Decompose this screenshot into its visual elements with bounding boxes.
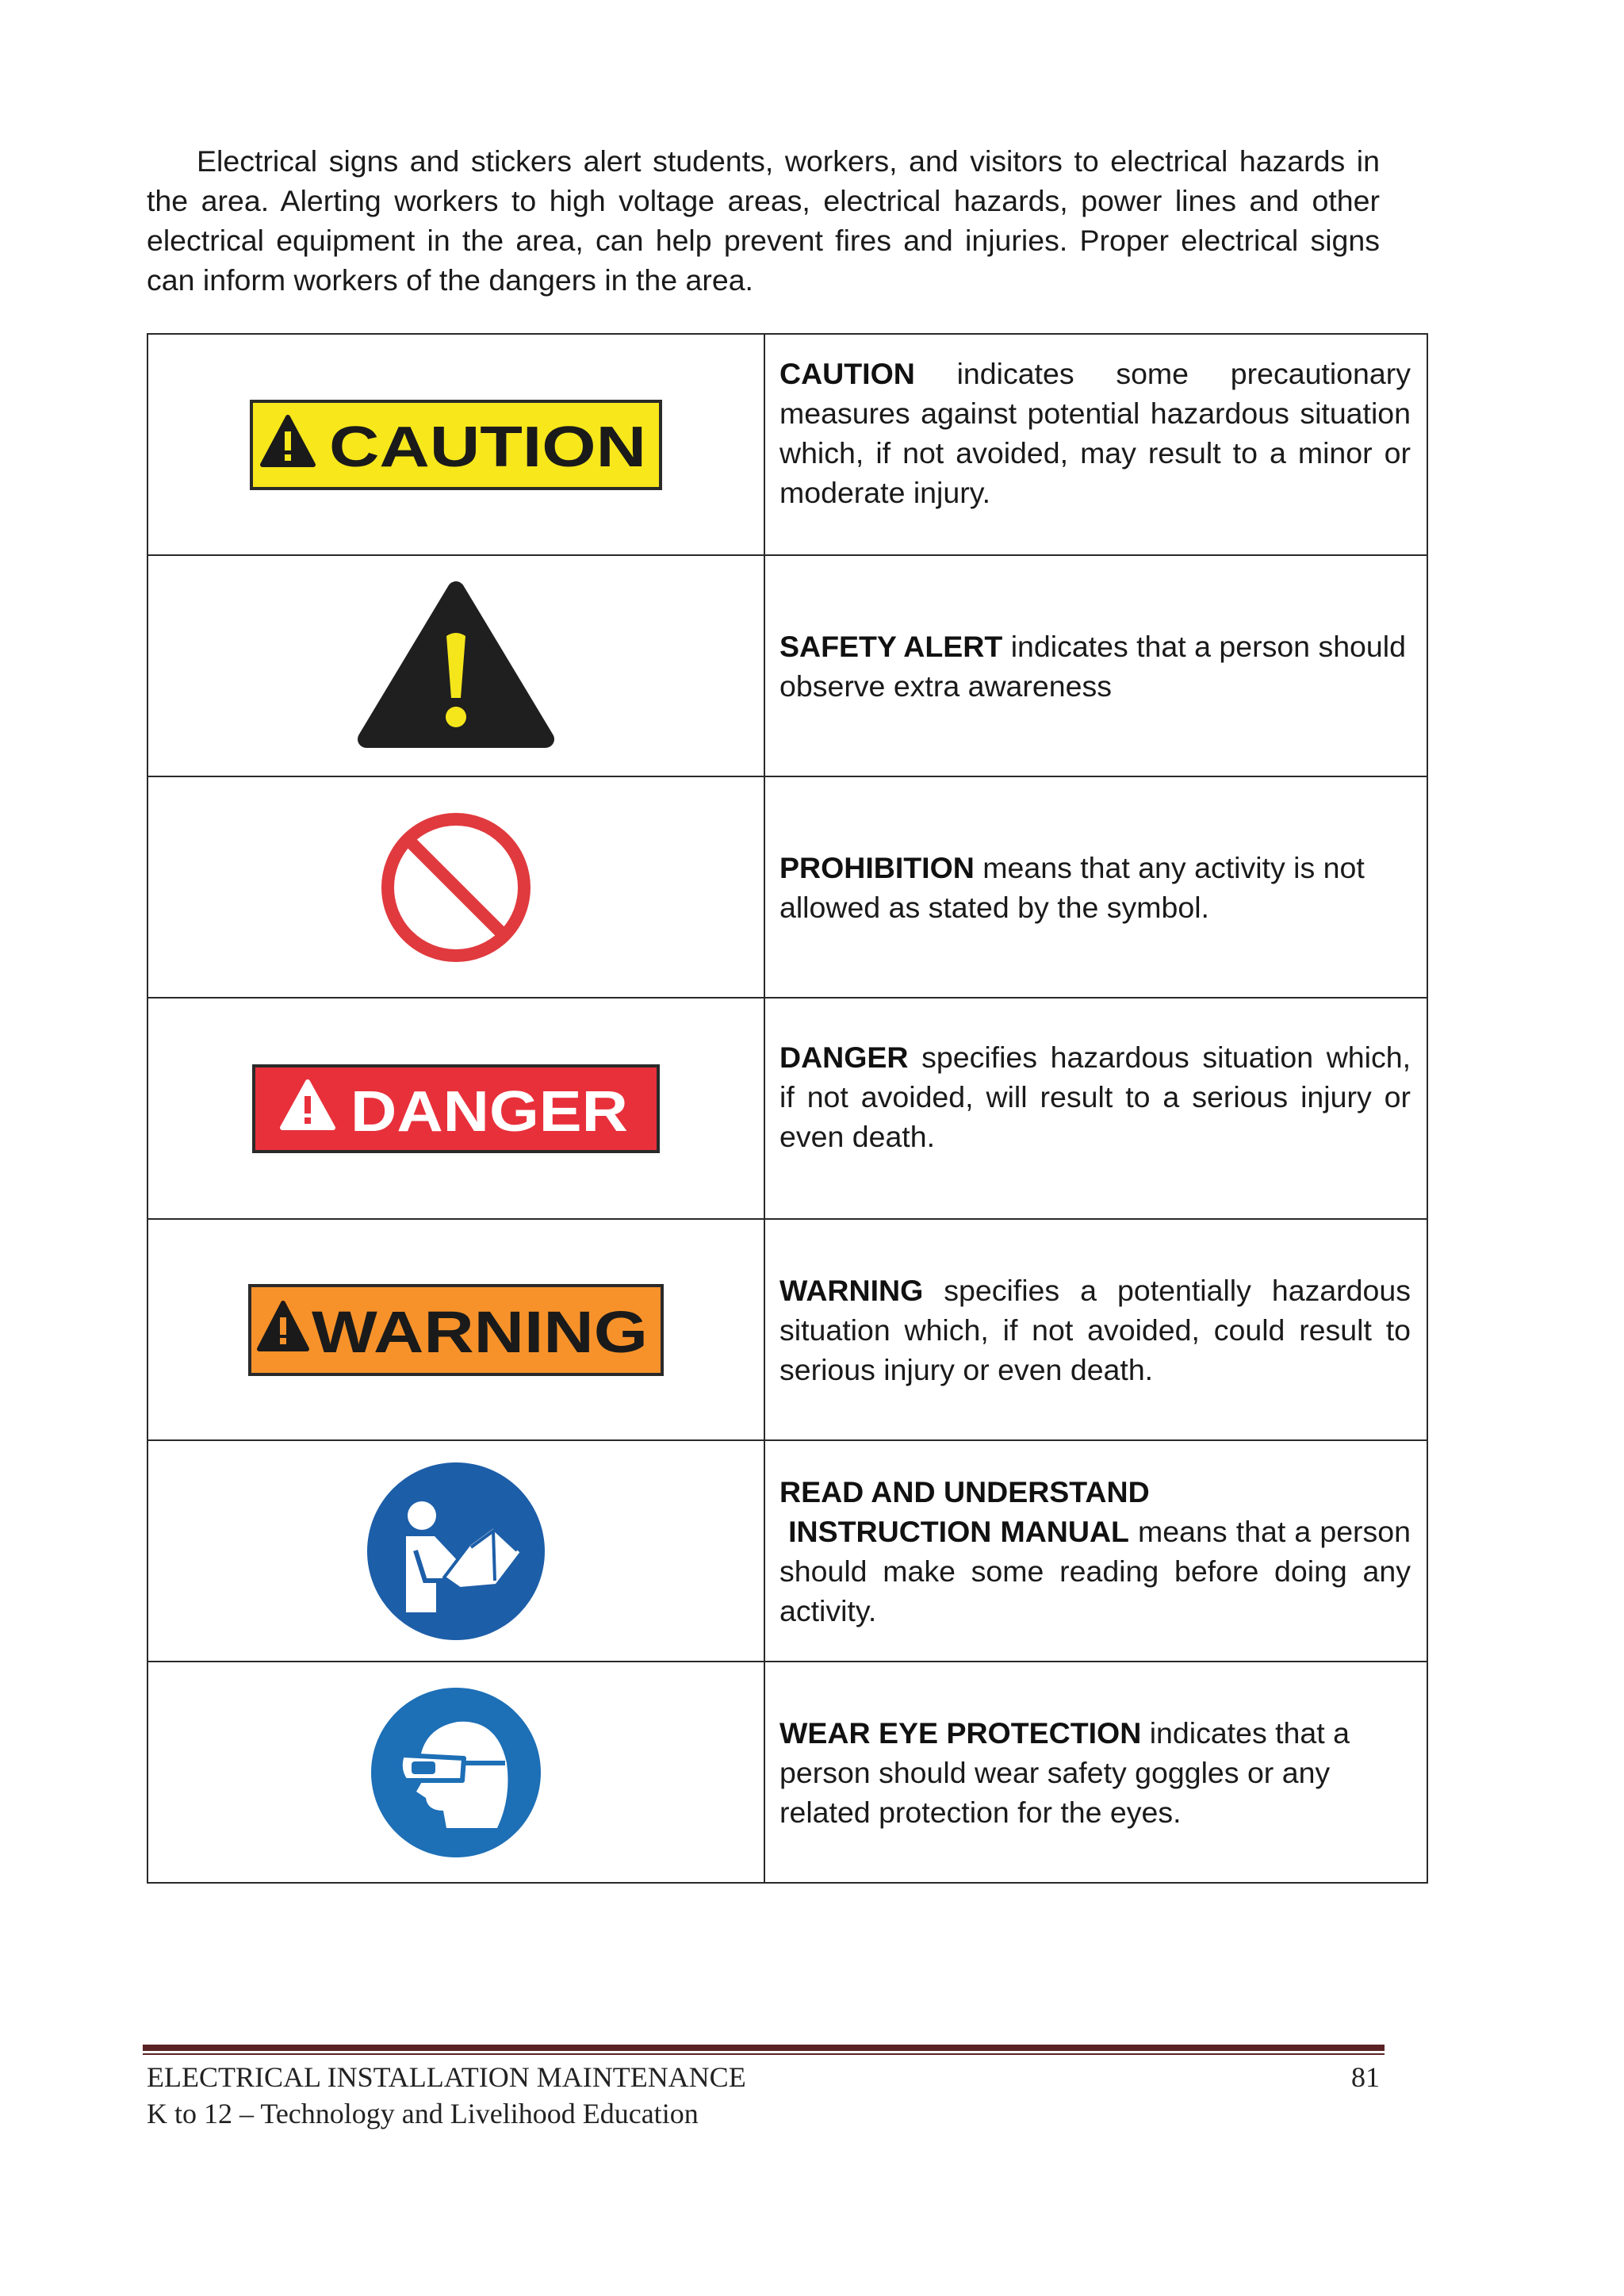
caution-description (779, 354, 1411, 512)
sign-description-text: indicates that a person should observe extra awareness (779, 629, 1406, 703)
warning-description (779, 1271, 1411, 1389)
table-row (147, 1219, 1427, 1440)
prohibition-circle-icon (378, 810, 534, 965)
sign-image-cell (147, 1440, 764, 1662)
sign-image-cell (147, 998, 764, 1219)
page-number: 81 (1351, 2061, 1380, 2093)
table-row (147, 776, 1427, 998)
sign-image-cell (147, 334, 764, 555)
sign-description-text: means that a person should make some reading before doing any activity. (779, 1514, 1411, 1627)
warning-sign (248, 1284, 664, 1376)
caution-sign-text: CAUTION (329, 415, 646, 479)
table-row (147, 555, 1427, 776)
eye-protection-icon (370, 1687, 542, 1858)
footer-divider (143, 2045, 1385, 2055)
footer-subtitle: K to 12 – Technology and Livelihood Education (147, 2098, 699, 2129)
table-row (147, 334, 1427, 555)
sign-image-cell (147, 1219, 764, 1440)
sign-image-cell (147, 555, 764, 776)
danger-description (779, 1037, 1411, 1156)
table-row (147, 1662, 1427, 1883)
page-footer (147, 2059, 1380, 2132)
safety-alert-triangle-icon (357, 581, 555, 752)
sign-description-text: specifies hazardous situation which, if not avoided, will result to a serious injury or even death. (779, 1040, 1411, 1153)
sign-description-cell (764, 776, 1427, 998)
sign-description-text: specifies a potentially hazardous situation which, if not avoided, could result to serious injury or even death. (779, 1273, 1411, 1386)
sign-term: CAUTION (779, 356, 915, 390)
sign-description-text: indicates that a person should wear safety goggles or any related protection for the eyes. (779, 1715, 1350, 1829)
table-row (147, 1440, 1427, 1662)
eye-protection-description (779, 1713, 1411, 1832)
sign-term: SAFETY ALERT (779, 629, 1003, 663)
safety-signs-table (147, 333, 1428, 1884)
sign-description-cell (764, 1219, 1427, 1440)
sign-description-text: indicates some precautionary measures against potential hazardous situation which, if not avoided, may result to a minor or moderate injury. (779, 356, 1411, 509)
danger-sign (252, 1064, 660, 1153)
footer-title: ELECTRICAL INSTALLATION MAINTENANCE (147, 2061, 746, 2093)
sign-description-cell (764, 555, 1427, 776)
read-manual-description (779, 1472, 1411, 1631)
sign-term-line-2: INSTRUCTION MANUAL (779, 1514, 1129, 1548)
sign-term-line-1: READ AND UNDERSTAND (779, 1474, 1150, 1508)
safety-alert-description (779, 627, 1411, 706)
sign-term: WARNING (779, 1273, 924, 1307)
table-row (147, 998, 1427, 1219)
sign-description-text: means that any activity is not allowed as stated by the symbol. (779, 850, 1365, 924)
read-manual-icon (366, 1462, 546, 1641)
sign-term: WEAR EYE PROTECTION (779, 1715, 1142, 1750)
intro-paragraph: Electrical signs and stickers alert students, workers, and visitors to electrical hazards in the area. Alerting workers to high voltage areas, electrical hazards, power lines and other electrical equipment in the area, can help prevent fires and injuries. Proper electrical signs can inform workers of the dangers in the area. (147, 144, 1380, 297)
sign-description-cell (764, 998, 1427, 1219)
sign-description-cell (764, 1662, 1427, 1883)
sign-image-cell (147, 1662, 764, 1883)
sign-description-cell (764, 334, 1427, 555)
caution-sign (250, 400, 662, 490)
sign-image-cell (147, 776, 764, 998)
sign-term: DANGER (779, 1040, 909, 1074)
danger-sign-text: DANGER (350, 1079, 628, 1144)
sign-term: PROHIBITION (779, 850, 975, 884)
prohibition-description (779, 848, 1411, 927)
warning-sign-text: WARNING (312, 1298, 648, 1365)
sign-description-cell (764, 1440, 1427, 1662)
